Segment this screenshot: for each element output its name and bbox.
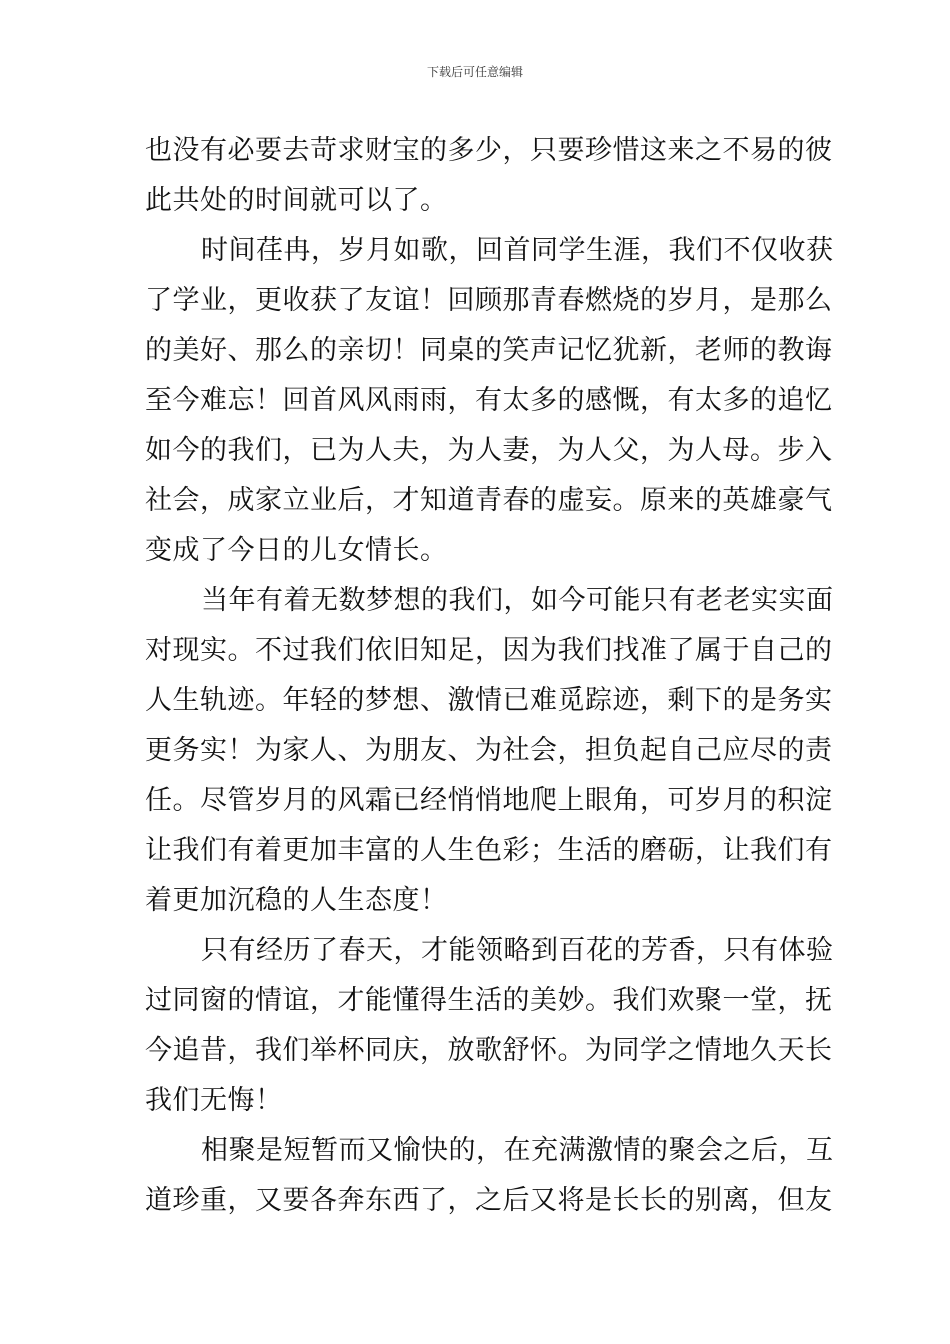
text-line: 的美好、那么的亲切！同桌的笑声记忆犹新，老师的教诲 <box>145 335 833 366</box>
text-line: 至今难忘！回首风风雨雨，有太多的感慨，有太多的追忆 <box>145 385 833 416</box>
text-line: 我们无悔！ <box>145 1085 283 1116</box>
text-line: 着更加沉稳的人生态度！ <box>145 885 448 916</box>
text-line: 让我们有着更加丰富的人生色彩；生活的磨砺，让我们有 <box>145 835 833 866</box>
text-line: 过同窗的情谊，才能懂得生活的美妙。我们欢聚一堂，抚 <box>145 985 833 1016</box>
text-line: 变成了今日的儿女情长。 <box>145 535 448 566</box>
text-line: 对现实。不过我们依旧知足，因为我们找准了属于自己的 <box>145 635 833 666</box>
text-line: 如今的我们，已为人夫，为人妻，为人父，为人母。步入 <box>145 435 833 466</box>
paragraph-start-line: 时间荏冉，岁月如歌，回首同学生涯，我们不仅收获 <box>201 235 834 266</box>
text-line: 更务实！为家人、为朋友、为社会，担负起自己应尽的责 <box>145 735 833 766</box>
text-line: 了学业，更收获了友谊！回顾那青春燃烧的岁月，是那么 <box>145 285 833 316</box>
text-line: 今追昔，我们举杯同庆，放歌舒怀。为同学之情地久天长 <box>145 1035 833 1066</box>
text-line: 人生轨迹。年轻的梦想、激情已难觅踪迹，剩下的是务实 <box>145 685 833 716</box>
paragraph-start-line: 只有经历了春天，才能领略到百花的芳香，只有体验 <box>201 935 834 966</box>
text-line: 此共处的时间就可以了。 <box>145 185 448 216</box>
text-line: 也没有必要去苛求财宝的多少，只要珍惜这来之不易的彼 <box>145 135 833 166</box>
text-line: 道珍重，又要各奔东西了，之后又将是长长的别离，但友 <box>145 1185 833 1216</box>
paragraph-start-line: 当年有着无数梦想的我们，如今可能只有老老实实面 <box>201 585 834 616</box>
paragraph-start-line: 相聚是短暂而又愉快的，在充满激情的聚会之后，互 <box>201 1135 834 1166</box>
document-body <box>145 126 834 1226</box>
page-header: 下载后可任意编辑 <box>426 65 523 79</box>
text-line: 任。尽管岁月的风霜已经悄悄地爬上眼角，可岁月的积淀 <box>145 785 833 816</box>
text-line: 社会，成家立业后，才知道青春的虚妄。原来的英雄豪气 <box>145 485 833 516</box>
